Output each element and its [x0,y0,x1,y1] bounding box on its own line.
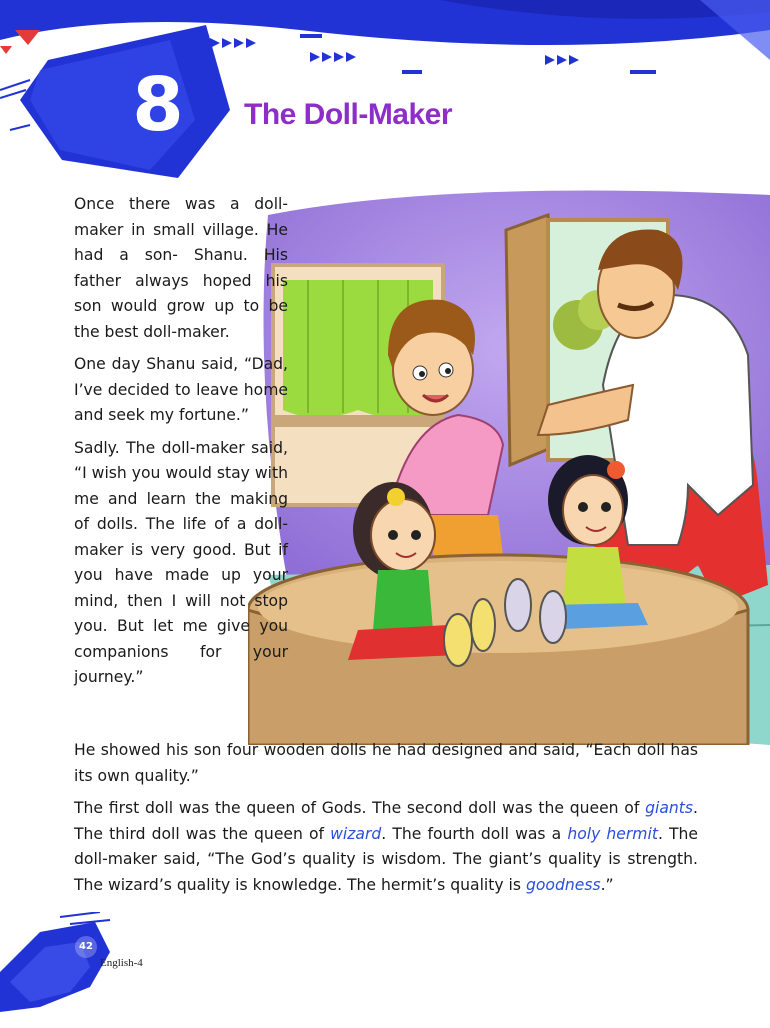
paragraph-intro: Once there was a doll-maker in small village. He had a son- Shanu. His father always hoped his son would grow up to be the best doll-maker. [74,195,288,341]
text-segment: . The third doll was the queen of [74,799,698,843]
chapter-header [0,0,770,190]
story-body [74,738,698,905]
page-number: 42 [79,941,93,952]
text-segment: . The doll-maker said, “The God’s quality is wisdom. The giant’s quality is strength. The wizard’s quality is knowledge. The hermit’s quality is [74,824,699,894]
chapter-title: The Doll-Maker [244,98,453,131]
keyword-giants: giants [645,799,694,817]
story-column [74,192,288,698]
keyword-holy-hermit: holy hermit [567,824,658,843]
text-segment: .” [600,875,614,894]
chapter-number: 8 [132,62,184,148]
paragraph-father-reply: Sadly. The doll-maker said, “I wish you would stay with me and learn the making of dolls. The life of a doll-maker is very good. But if you have made up your mind, then I will not stop you. But let me give you companions for your journey.” [74,438,288,686]
header-decoration [0,0,770,190]
paragraph-four-dolls: He showed his son four wooden dolls he had designed and said, “Each doll has its own quality.” [74,741,698,785]
text-segment: . The fourth doll was a [381,824,568,843]
paragraph-doll-qualities [74,796,698,898]
text-segment: The first doll was the queen of Gods. The second doll was the queen of [74,799,646,817]
paragraph-shanu: One day Shanu said, “Dad, I’ve decided to leave home and seek my fortune.” [74,355,288,424]
keyword-goodness: goodness [525,875,601,894]
book-label: English-4 [100,957,143,969]
story-illustration [248,185,770,745]
keyword-wizard: wizard [330,824,382,843]
